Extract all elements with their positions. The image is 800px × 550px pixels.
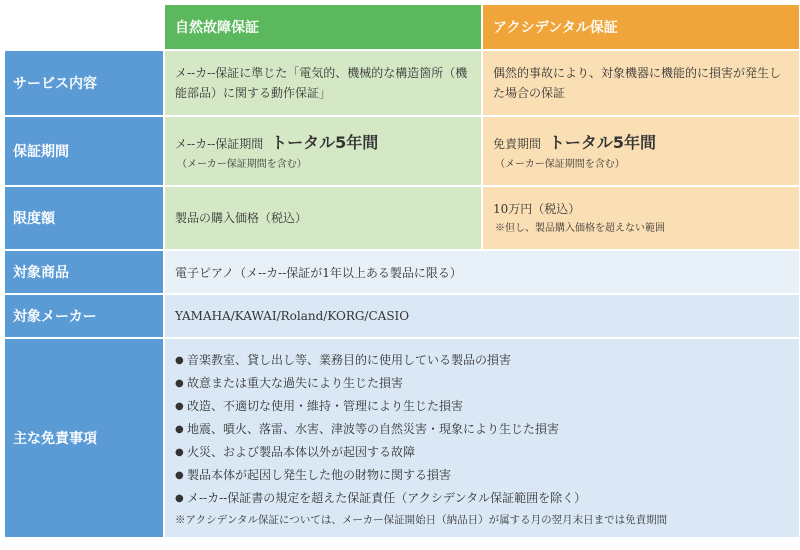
row-label-products: 対象商品: [5, 251, 163, 293]
row-label-limit: 限度額: [5, 187, 163, 249]
products-value: 電子ピアノ（メ--カ--保証が1年以上ある製品に限る）: [165, 251, 799, 293]
list-item: ● 製品本体が起因し発生した他の財物に関する損害: [175, 464, 789, 487]
service-accidental: 偶然的事故により、対象機器に機能的に損害が発生した場合の保証: [483, 51, 799, 115]
corner-cell: [5, 5, 163, 49]
row-service: [5, 51, 799, 115]
period-natural: [165, 117, 481, 185]
exclusions-list: [175, 349, 789, 510]
row-makers: [5, 295, 799, 337]
limit-natural: 製品の購入価格（税込）: [165, 187, 481, 249]
period-accidental-note: （メーカー保証期間を含む）: [495, 159, 625, 171]
bullet-icon: ●: [175, 493, 184, 504]
limit-accidental-note: ※但し、製品購入価格を超えない範囲: [495, 222, 665, 234]
period-accidental: [483, 117, 799, 185]
list-item: ● 故意または重大な過失により生じた損害: [175, 372, 789, 395]
exclusions-note: ※アクシデンタル保証については、メーカー保証開始日（納品日）が属する月の翌月末日までは免責期間: [175, 514, 668, 526]
row-label-period: 保証期間: [5, 117, 163, 185]
bullet-icon: ●: [175, 378, 184, 389]
limit-accidental-value: 10万円（税込）: [493, 202, 581, 217]
row-exclusions: [5, 339, 799, 537]
warranty-comparison-table: [3, 3, 800, 539]
service-natural: メ--カ--保証に準じた「電気的、機械的な構造箇所（機能部品）に関する動作保証」: [165, 51, 481, 115]
exclusions-cell: [165, 339, 799, 537]
list-item: ● 地震、噴火、落雷、水害、津波等の自然災害・現象により生じた損害: [175, 418, 789, 441]
bullet-icon: ●: [175, 447, 184, 458]
row-products: [5, 251, 799, 293]
period-natural-total: トータル5年間: [271, 132, 379, 152]
warranty-table-container: [3, 3, 799, 539]
row-label-service: サービス内容: [5, 51, 163, 115]
bullet-icon: ●: [175, 355, 184, 366]
period-accidental-prefix: 免責期間: [493, 136, 542, 151]
row-limit: [5, 187, 799, 249]
period-natural-note: （メーカー保証期間を含む）: [177, 159, 307, 171]
list-item: ● 火災、および製品本体以外が起因する故障: [175, 441, 789, 464]
bullet-icon: ●: [175, 401, 184, 412]
list-item: ● 改造、不適切な使用・維持・管理により生じた損害: [175, 395, 789, 418]
row-label-makers: 対象メーカー: [5, 295, 163, 337]
limit-accidental: [483, 187, 799, 249]
row-label-exclusions: 主な免責事項: [5, 339, 163, 537]
period-natural-line: [175, 129, 471, 156]
period-accidental-line: [493, 129, 789, 156]
bullet-icon: ●: [175, 424, 184, 435]
header-row: [5, 5, 799, 49]
list-item: ● 音楽教室、貸し出し等、業務目的に使用している製品の損害: [175, 349, 789, 372]
period-accidental-total: トータル5年間: [548, 132, 656, 152]
header-accidental: アクシデンタル保証: [483, 5, 799, 49]
list-item: ● メ--カ--保証書の規定を超えた保証責任（アクシデンタル保証範囲を除く）: [175, 487, 789, 510]
bullet-icon: ●: [175, 470, 184, 481]
header-natural-failure: 自然故障保証: [165, 5, 481, 49]
period-natural-prefix: メ--カ--保証期間: [175, 136, 264, 151]
row-period: [5, 117, 799, 185]
makers-value: YAMAHA/KAWAI/Roland/KORG/CASIO: [165, 295, 799, 337]
